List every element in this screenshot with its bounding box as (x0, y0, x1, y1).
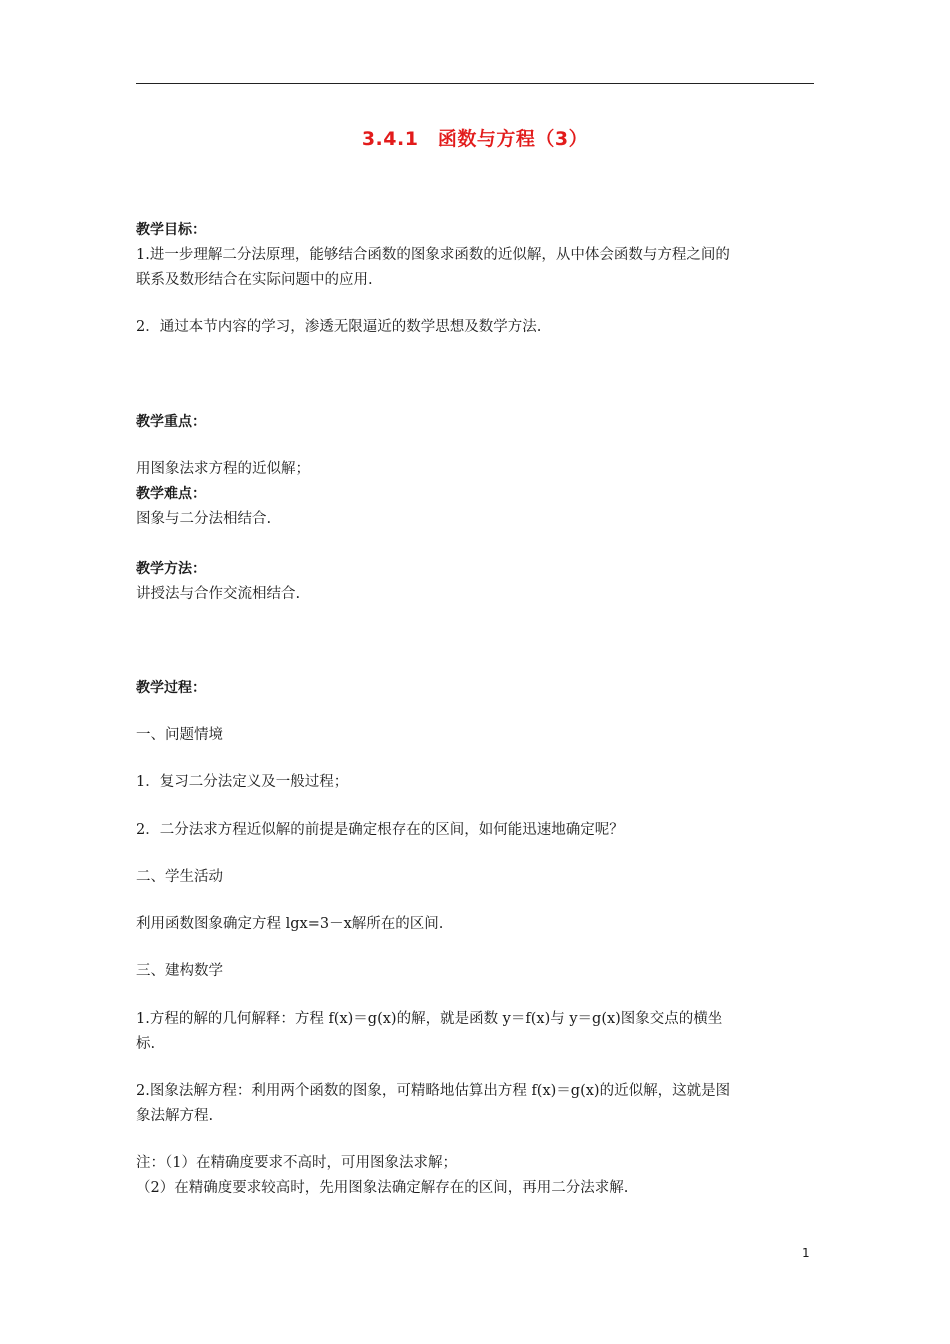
section3-item-1-line-2: 标. (136, 1036, 156, 1052)
page-number: 1 (802, 1246, 810, 1260)
difficulties-text: 图象与二分法相结合. (136, 511, 272, 527)
key-points-heading: 教学重点： (136, 414, 206, 430)
difficulties-heading: 教学难点： (136, 486, 206, 502)
objective-2: 2．通过本节内容的学习，渗透无限逼近的数学思想及数学方法. (136, 319, 542, 335)
process-heading: 教学过程： (136, 680, 206, 696)
objective-1-line-2: 联系及数形结合在实际问题中的应用. (136, 272, 373, 288)
section1-item-1: 1．复习二分法定义及一般过程； (136, 774, 349, 790)
header-rule (136, 83, 814, 84)
methods-text: 讲授法与合作交流相结合. (136, 586, 301, 602)
note-line-1: 注：（1）在精确度要求不高时，可用图象法求解； (136, 1155, 457, 1171)
objectives-heading: 教学目标： (136, 222, 206, 238)
document-title: 3.4.1 函数与方程（3） (361, 128, 589, 150)
section-student-activity: 二、学生活动 (136, 869, 223, 885)
methods-heading: 教学方法： (136, 561, 206, 577)
section3-item-1-line-1: 1.方程的解的几何解释：方程 f(x)＝g(x)的解，就是函数 y＝f(x)与 y＝g(x)图象交点的横坐 (136, 1011, 723, 1027)
objective-1-line-1: 1.进一步理解二分法原理，能够结合函数的图象求函数的近似解，从中体会函数与方程之间的 (136, 247, 730, 263)
section-problem-situation: 一、问题情境 (136, 727, 223, 743)
section3-item-2-line-1: 2.图象法解方程：利用两个函数的图象，可精略地估算出方程 f(x)＝g(x)的近似解，这就是图 (136, 1083, 731, 1099)
note-line-2: （2）在精确度要求较高时，先用图象法确定解存在的区间，再用二分法求解. (136, 1180, 629, 1196)
section2-text: 利用函数图象确定方程 lgx=3－x解所在的区间. (136, 916, 444, 932)
key-points-text: 用图象法求方程的近似解； (136, 461, 310, 477)
section-construct-math: 三、建构数学 (136, 963, 223, 979)
section3-item-2-line-2: 象法解方程. (136, 1108, 214, 1124)
section1-item-2: 2．二分法求方程近似解的前提是确定根存在的区间，如何能迅速地确定呢？ (136, 822, 624, 838)
